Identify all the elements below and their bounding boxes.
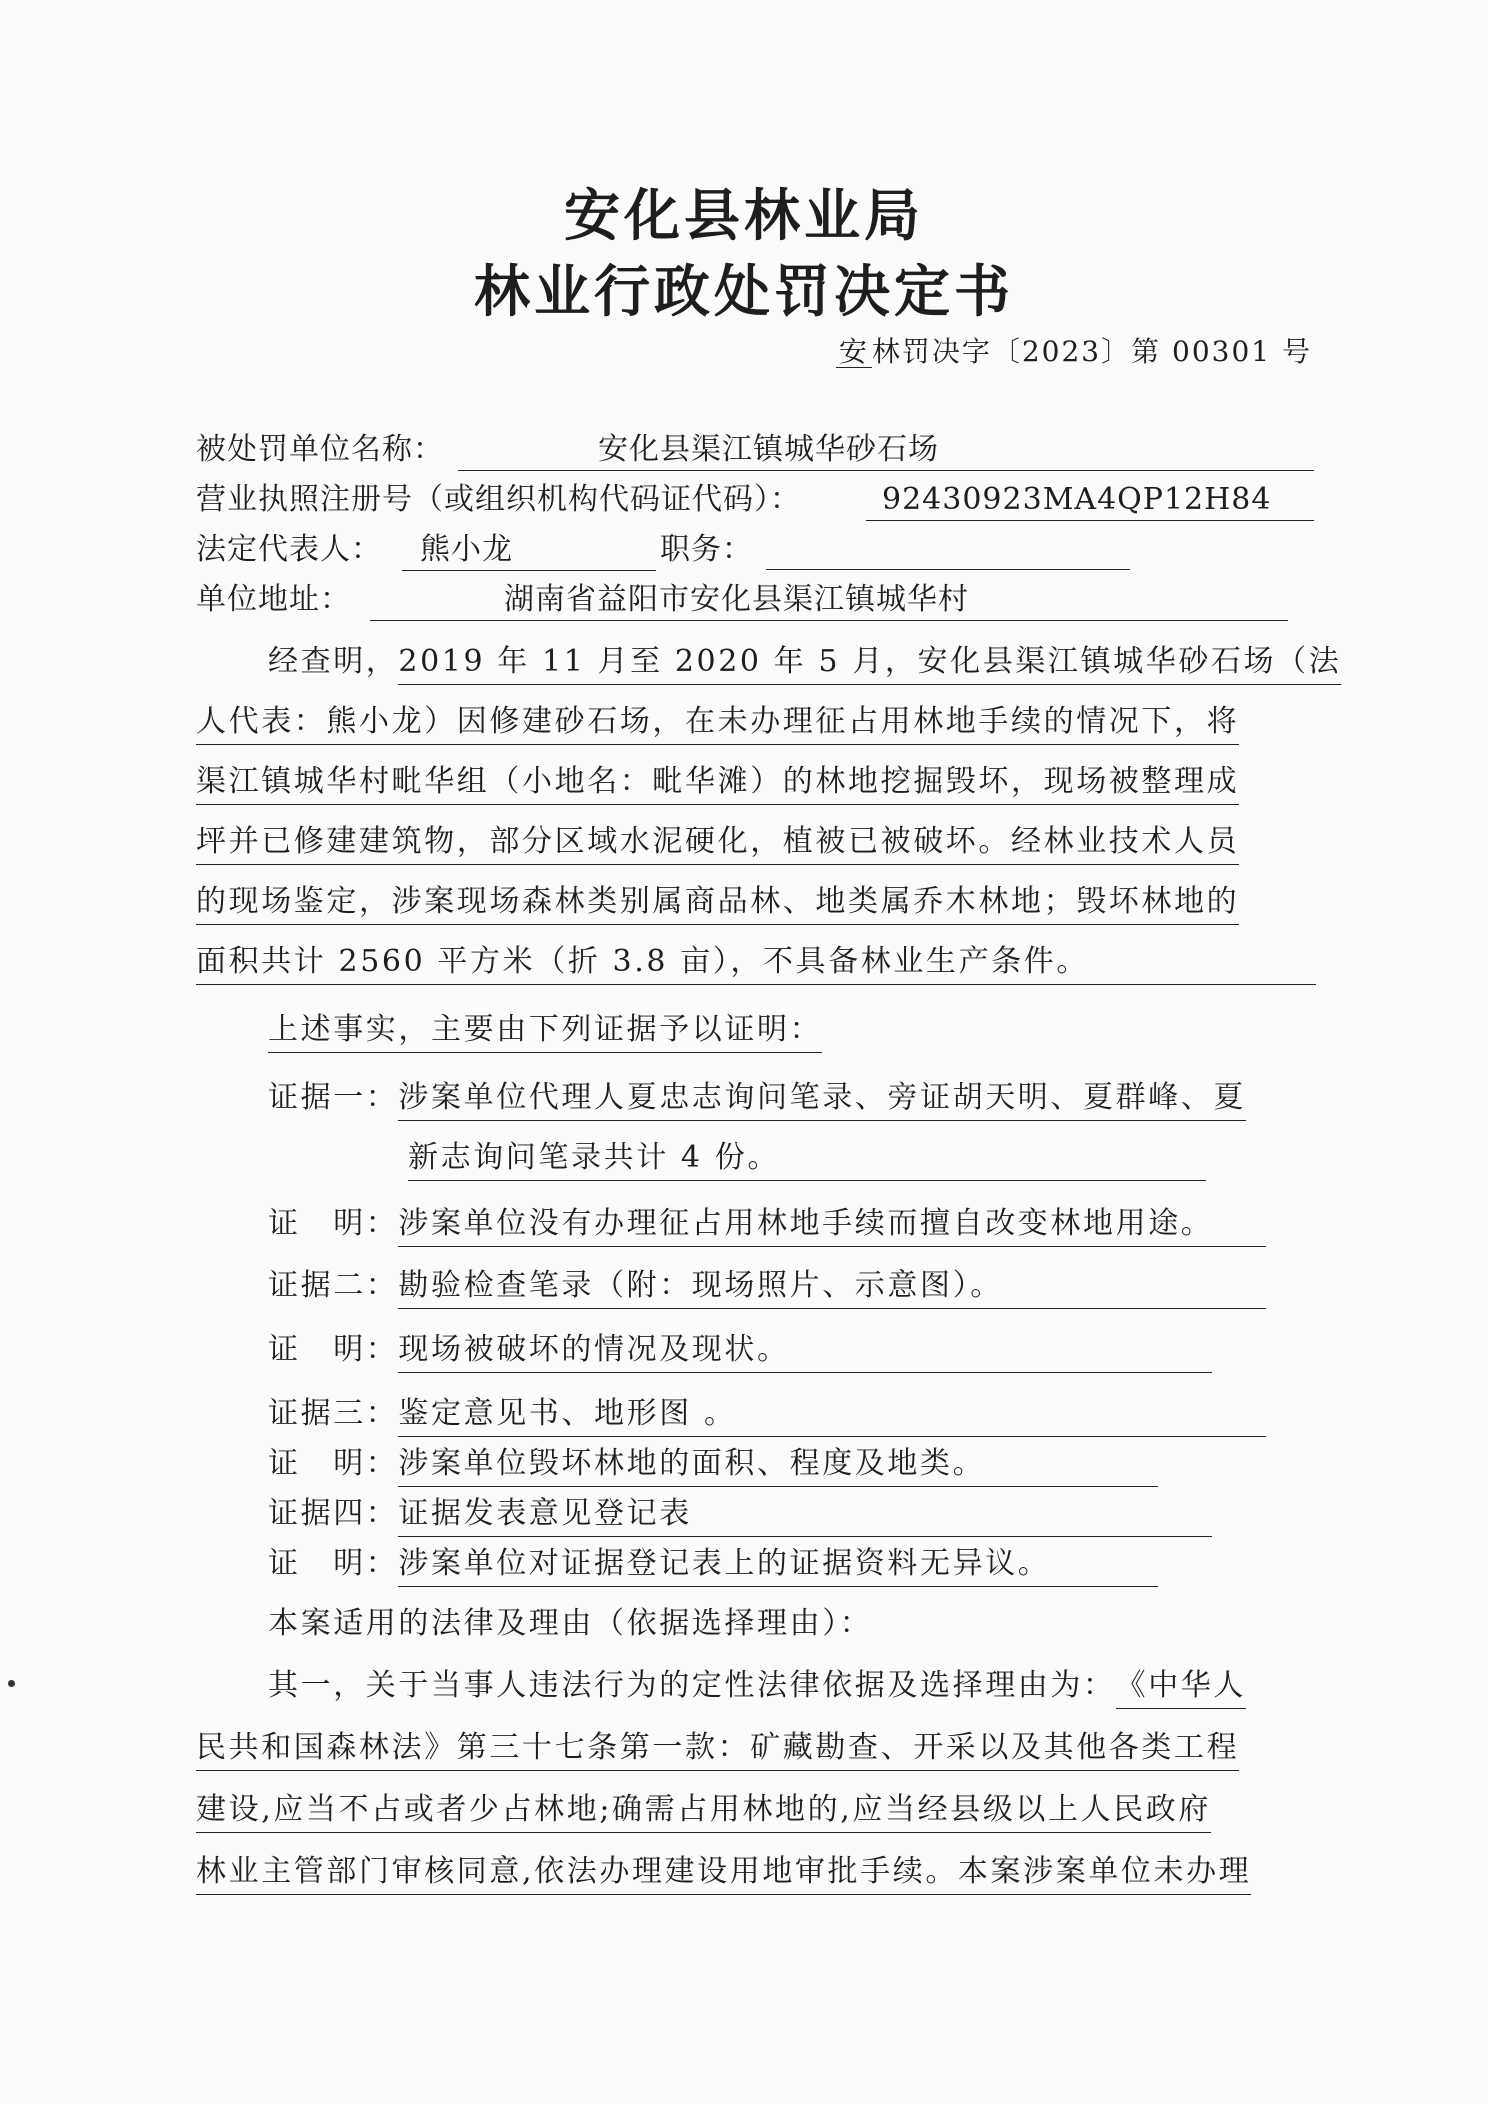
law-line-4	[196, 1852, 1251, 1895]
position-value	[766, 530, 1130, 570]
law-line-1	[268, 1666, 1246, 1709]
license-value: 92430923MA4QP12H84	[866, 480, 1314, 521]
facts-text-5: 的现场鉴定，涉案现场森林类别属商品林、地类属乔木林地；毁坏林地的	[196, 882, 1239, 925]
law-text-4: 林业主管部门审核同意,依法办理建设用地审批手续。本案涉案单位未办理	[196, 1852, 1251, 1895]
evidence-label-2: 证 明：	[268, 1206, 399, 1241]
evidence-row-4	[268, 1330, 1212, 1373]
unit-name-value: 安化县渠江镇城华砂石场	[458, 430, 1314, 471]
evidence-row-6	[268, 1444, 1158, 1487]
evidence-label-6: 证 明：	[268, 1446, 399, 1481]
law-line-2	[196, 1728, 1239, 1771]
law-first-underlined: 《中华人	[1116, 1666, 1246, 1709]
evidence-text-7: 证据发表意见登记表	[398, 1494, 1212, 1537]
facts-text-6: 面积共计 2560 平方米（折 3.8 亩），不具备林业生产条件。	[196, 942, 1316, 985]
evidence-text-5: 鉴定意见书、地形图 。	[398, 1394, 1266, 1437]
address-label: 单位地址：	[196, 582, 351, 617]
facts-line-4	[196, 822, 1239, 865]
address-value: 湖南省益阳市安化县渠江镇城华村	[370, 580, 1288, 621]
evidence-row-5	[268, 1394, 1266, 1437]
facts-line-1	[268, 642, 1341, 685]
facts-text-4: 坪并已修建建筑物，部分区域水泥硬化，植被已被破坏。经林业技术人员	[196, 822, 1239, 865]
evidence-intro: 上述事实，主要由下列证据予以证明：	[268, 1010, 822, 1053]
evidence-label-5: 证据三：	[268, 1396, 399, 1431]
evidence-text-2: 涉案单位没有办理征占用林地手续而擅自改变林地用途。	[398, 1204, 1266, 1247]
evidence-text-1-cont: 新志询问笔录共计 4 份。	[408, 1138, 1206, 1181]
law-text-2: 民共和国森林法》第三十七条第一款：矿藏勘查、开采以及其他各类工程	[196, 1728, 1239, 1771]
scan-speck	[8, 1680, 15, 1687]
facts-line-3	[196, 762, 1239, 805]
facts-line-6	[196, 942, 1316, 985]
facts-text-2: 人代表：熊小龙）因修建砂石场，在未办理征占用林地手续的情况下，将	[196, 702, 1239, 745]
document-title: 林业行政处罚决定书	[474, 259, 1014, 325]
position-label: 职务：	[660, 532, 753, 567]
evidence-text-4: 现场被破坏的情况及现状。	[398, 1330, 1212, 1373]
facts-line-2	[196, 702, 1239, 745]
evidence-row-8	[268, 1544, 1158, 1587]
evidence-intro-line	[268, 1010, 822, 1053]
law-first-plain: 其一，关于当事人违法行为的定性法律依据及选择理由为：	[268, 1668, 1116, 1703]
doc-number-rest: 林罚决字〔2023〕第 00301 号	[871, 335, 1312, 368]
evidence-row-7	[268, 1494, 1212, 1537]
rep-label: 法定代表人：	[196, 532, 382, 567]
evidence-text-1: 涉案单位代理人夏忠志询问笔录、旁证胡天明、夏群峰、夏	[398, 1078, 1246, 1121]
license-label: 营业执照注册号（或组织机构代码证代码）：	[196, 482, 801, 517]
evidence-row-3	[268, 1266, 1266, 1309]
evidence-row-1-cont	[408, 1138, 1206, 1181]
doc-number-prefix: 安	[836, 337, 872, 368]
evidence-label-4: 证 明：	[268, 1332, 399, 1367]
facts-intro: 经查明，	[268, 644, 399, 679]
rep-value: 熊小龙	[402, 530, 656, 571]
facts-text-1: 2019 年 11 月至 2020 年 5 月，安化县渠江镇城华砂石场（法	[398, 642, 1341, 685]
law-line-3	[196, 1790, 1211, 1833]
facts-line-5	[196, 882, 1239, 925]
evidence-label-3: 证据二：	[268, 1268, 399, 1303]
facts-text-3: 渠江镇城华村毗华组（小地名：毗华滩）的林地挖掘毁坏，现场被整理成	[196, 762, 1239, 805]
evidence-label-1: 证据一：	[268, 1080, 399, 1115]
unit-name-label: 被处罚单位名称：	[196, 432, 444, 467]
law-text-3: 建设,应当不占或者少占林地;确需占用林地的,应当经县级以上人民政府	[196, 1790, 1211, 1833]
evidence-text-6: 涉案单位毁坏林地的面积、程度及地类。	[398, 1444, 1158, 1487]
law-heading: 本案适用的法律及理由（依据选择理由）：	[268, 1606, 873, 1641]
evidence-text-3: 勘验检查笔录（附：现场照片、示意图）。	[398, 1266, 1266, 1309]
evidence-row-1	[268, 1078, 1246, 1121]
agency-title: 安化县林业局	[564, 183, 924, 249]
evidence-label-7: 证据四：	[268, 1496, 399, 1531]
evidence-text-8: 涉案单位对证据登记表上的证据资料无异议。	[398, 1544, 1158, 1587]
evidence-label-8: 证 明：	[268, 1546, 399, 1581]
evidence-row-2	[268, 1204, 1266, 1247]
document-number	[836, 336, 1312, 368]
